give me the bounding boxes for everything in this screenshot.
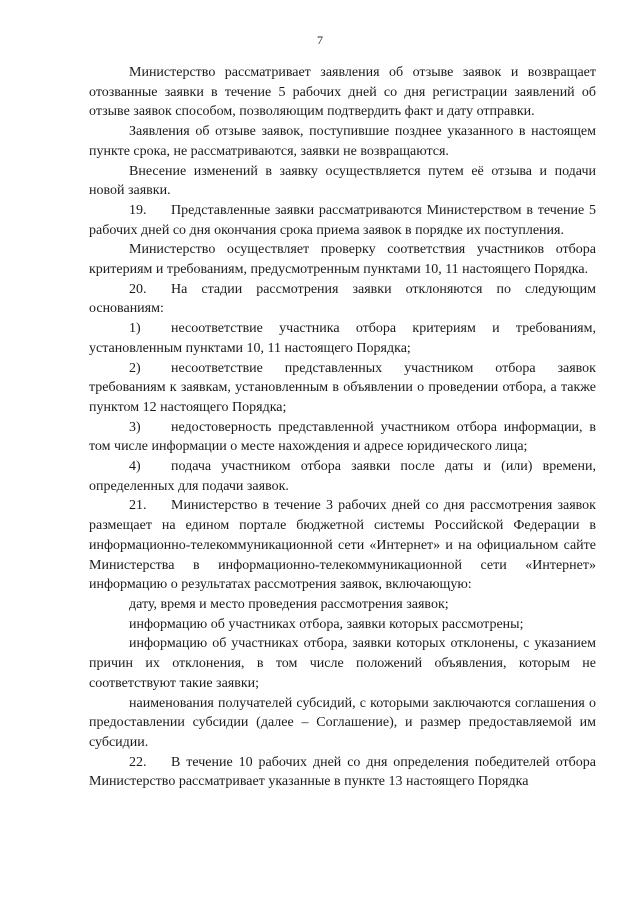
paragraph-text: Внесение изменений в заявку осуществляется путем её отзыва и подачи новой заявки. — [89, 163, 596, 199]
paragraph-text: подача участником отбора заявки после даты и (или) времени, определенных для подачи заявок. — [89, 459, 596, 494]
paragraph — [89, 201, 596, 240]
paragraph-text: Представленные заявки рассматриваются Министерством в течение 5 рабочих дней со дня окончания срока приема заявок в порядке их поступления. — [89, 202, 596, 238]
paragraph — [89, 63, 596, 122]
clause-number: 2) — [129, 360, 141, 376]
paragraph — [89, 418, 596, 457]
paragraph — [89, 595, 596, 615]
paragraph-text: несоответствие участника отбора критериям и требованиям, установленным пунктами 10, 11 настоящего Порядка; — [89, 321, 596, 356]
paragraph-text: информацию об участниках отбора, заявки которых отклонены, с указанием причин их отклонения, в том числе положений объявления, которым не соответствуют такие заявки; — [89, 636, 596, 691]
paragraph-text: На стадии рассмотрения заявки отклоняются по следующим основаниям: — [89, 281, 596, 317]
clause-number: 3) — [129, 419, 141, 435]
paragraph — [89, 162, 596, 201]
paragraph — [89, 280, 596, 319]
paragraph — [89, 496, 596, 595]
clause-number: 20. — [129, 281, 147, 297]
paragraph — [89, 319, 596, 358]
paragraph-text: Министерство осуществляет проверку соответствия участников отбора критериям и требованиям, предусмотренным пунктами 10, 11 настоящего Порядка. — [89, 242, 596, 278]
paragraph — [89, 240, 596, 279]
paragraph-text: Министерство в течение 3 рабочих дней со дня рассмотрения заявок размещает на едином портале бюджетной системы Российской Федерации в информационно-телекоммуникационной сети «Интернет» и на официальном сайте Министерства в информационно-телекоммуникационной сети «Интернет» информацию о результатах рассмотрения заявок, включающую: — [89, 498, 596, 593]
clause-number: 21. — [129, 498, 147, 514]
clause-number: 4) — [129, 459, 141, 475]
page-number: 7 — [317, 33, 323, 47]
document-body — [89, 63, 596, 792]
paragraph-text: несоответствие представленных участником отбора заявок требованиям к заявкам, установленным в объявлении о проведении отбора, а также пунктом 12 настоящего Порядка; — [89, 360, 596, 415]
paragraph-text: наименования получателей субсидий, с которыми заключаются соглашения о предоставлении субсидии (далее – Соглашение), и размер предоставляемой им субсидии. — [89, 695, 596, 750]
clause-number: 1) — [129, 321, 141, 337]
paragraph — [89, 359, 596, 418]
paragraph — [89, 634, 596, 693]
paragraph-text: дату, время и место проведения рассмотрения заявок; — [129, 596, 449, 612]
paragraph-text: недостоверность представленной участником отбора информации, в том числе информации о месте нахождения и адресе юридического лица; — [89, 419, 596, 455]
paragraph-text: информацию об участниках отбора, заявки которых рассмотрены; — [129, 616, 524, 632]
paragraph-text: Министерство рассматривает заявления об отзыве заявок и возвращает отозванные заявки в течение 5 рабочих дней со дня регистрации заявлений об отзыве заявок способом, позволяющим подтвердить факт и дату отправки. — [89, 65, 596, 120]
paragraph — [89, 753, 596, 792]
paragraph — [89, 457, 596, 496]
paragraph — [89, 122, 596, 161]
paragraph-text: Заявления об отзыве заявок, поступившие позднее указанного в настоящем пункте срока, не рассматриваются, заявки не возвращаются. — [89, 124, 596, 159]
clause-number: 19. — [129, 202, 147, 218]
paragraph — [89, 694, 596, 753]
clause-number: 22. — [129, 754, 147, 770]
paragraph — [89, 615, 596, 635]
paragraph-text: В течение 10 рабочих дней со дня определения победителей отбора Министерство рассматривает указанные в пункте 13 настоящего Порядка — [89, 754, 596, 790]
